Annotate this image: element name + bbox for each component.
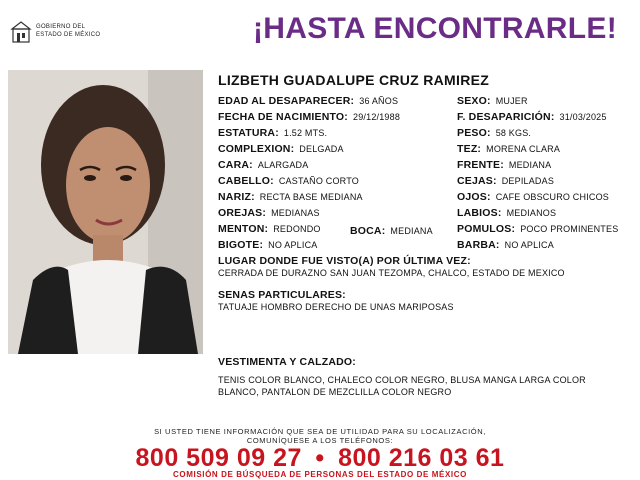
government-logo [10, 20, 120, 48]
logo-line-2: ESTADO DE MÉXICO [36, 32, 101, 38]
field-pomulos: POMULOS: POCO PROMINENTES [457, 223, 619, 235]
banner-title: ¡HASTA ENCONTRARLE! [253, 12, 618, 45]
field-peso: PESO: 58 KGS. [457, 127, 532, 139]
field-nariz: NARIZ: RECTA BASE MEDIANA [218, 191, 363, 203]
vestimenta-line-2: BLANCO, PANTALON DE MEZCLILLA COLOR NEGRO [218, 387, 452, 397]
logo-line-1: GOBIERNO DEL [36, 24, 86, 30]
field-edad: EDAD AL DESAPARECER: 36 AÑOS [218, 95, 399, 107]
coat-of-arms-icon [10, 20, 32, 44]
field-fecha-desaparicion: F. DESAPARICIÓN: 31/03/2025 [457, 111, 607, 123]
field-estatura: ESTATURA: 1.52 MTS. [218, 127, 328, 139]
field-orejas: OREJAS: MEDIANAS [218, 207, 320, 219]
comision-name: COMISIÓN DE BÚSQUEDA DE PERSONAS DEL ESTADO DE MÉXICO [173, 470, 467, 479]
field-bigote: BIGOTE: NO APLICA [218, 239, 318, 251]
senas-label: SENAS PARTICULARES: [218, 289, 346, 301]
field-fecha-nacimiento: FECHA DE NACIMIENTO: 29/12/1988 [218, 111, 401, 123]
field-sexo: SEXO: MUJER [457, 95, 528, 107]
field-barba: BARBA: NO APLICA [457, 239, 554, 251]
phone-separator: • [315, 444, 325, 472]
field-complexion: COMPLEXION: DELGADA [218, 143, 344, 155]
field-boca: BOCA: MEDIANA [350, 225, 433, 237]
field-frente: FRENTE: MEDIANA [457, 159, 552, 171]
field-cejas: CEJAS: DEPILADAS [457, 175, 555, 187]
vestimenta-label: VESTIMENTA Y CALZADO: [218, 356, 356, 368]
info-line-2: COMUNÍQUESE A LOS TELÉFONOS: [246, 436, 394, 445]
phone-2[interactable]: 800 216 03 61 [338, 444, 505, 472]
lugar-label: LUGAR DONDE FUE VISTO(A) POR ÚLTIMA VEZ: [218, 255, 471, 267]
field-ojos: OJOS: CAFE OBSCURO CHICOS [457, 191, 609, 203]
field-labios: LABIOS: MEDIANOS [457, 207, 557, 219]
field-menton: MENTON: REDONDO [218, 223, 321, 235]
field-tez: TEZ: MORENA CLARA [457, 143, 561, 155]
lugar-value: CERRADA DE DURAZNO SAN JUAN TEZOMPA, CHALCO, ESTADO DE MEXICO [218, 268, 565, 278]
person-name: LIZBETH GUADALUPE CRUZ RAMIREZ [218, 72, 490, 88]
missing-person-photo [8, 70, 203, 354]
senas-value: TATUAJE HOMBRO DERECHO DE UNAS MARIPOSAS [218, 302, 454, 312]
info-line-1: SI USTED TIENE INFORMACIÓN QUE SEA DE UTILIDAD PARA SU LOCALIZACIÓN, [154, 427, 486, 436]
vestimenta-line-1: TENIS COLOR BLANCO, CHALECO COLOR NEGRO, BLUSA MANGA LARGA COLOR [218, 375, 586, 385]
phone-1[interactable]: 800 509 09 27 [135, 444, 302, 472]
field-cabello: CABELLO: CASTAÑO CORTO [218, 175, 359, 187]
field-cara: CARA: ALARGADA [218, 159, 309, 171]
phone-numbers [0, 444, 640, 473]
